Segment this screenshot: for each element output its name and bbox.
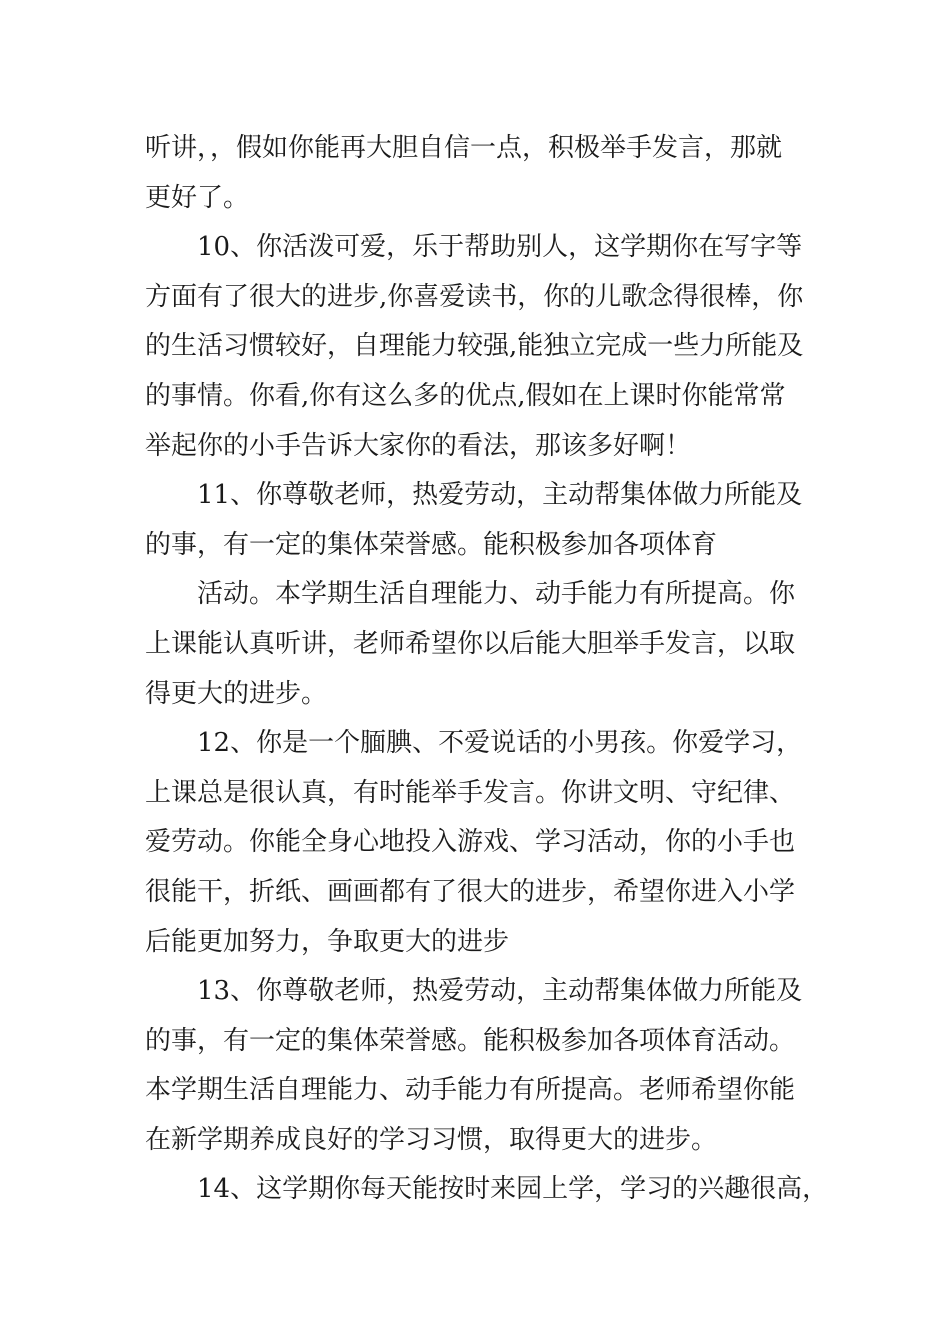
text-line: 得更大的进步。 (145, 678, 328, 709)
text-line: 的事，有一定的集体荣誉感。能积极参加各项体育活动。 (145, 1025, 796, 1056)
text-line: 12、你是一个腼腆、不爱说话的小男孩。你爱学习， (197, 728, 803, 759)
text-line: 的生活习惯较好，自理能力较强,能独立完成一些力所能及 (145, 331, 804, 362)
text-line: 的事情。你看,你有这么多的优点,假如在上课时你能常常 (145, 380, 786, 411)
text-line: 10、你活泼可爱，乐于帮助别人，这学期你在写字等 (197, 232, 803, 263)
text-line: 13、你尊敬老师，热爱劳动，主动帮集体做力所能及 (197, 976, 803, 1007)
text-line: 上课总是很认真，有时能举手发言。你讲文明、守纪律、 (145, 777, 796, 808)
text-line: 活动。本学期生活自理能力、动手能力有所提高。你 (197, 579, 796, 610)
text-line: 听讲，，假如你能再大胆自信一点，积极举手发言，那就 (145, 133, 783, 163)
text-line: 的事，有一定的集体荣誉感。能积极参加各项体育 (145, 529, 718, 560)
text-line: 更好了。 (145, 182, 250, 213)
text-line: 14、这学期你每天能按时来园上学，学习的兴趣很高， (197, 1174, 829, 1205)
text-line: 举起你的小手告诉大家你的看法，那该多好啊！ (145, 430, 692, 461)
text-line: 爱劳动。你能全身心地投入游戏、学习活动，你的小手也 (145, 827, 796, 858)
text-line: 11、你尊敬老师，热爱劳动，主动帮集体做力所能及 (197, 480, 803, 511)
text-line: 上课能认真听讲，老师希望你以后能大胆举手发言，以取 (145, 628, 796, 659)
text-line: 本学期生活自理能力、动手能力有所提高。老师希望你能 (145, 1075, 796, 1106)
text-line: 很能干，折纸、画画都有了很大的进步，希望你进入小学 (145, 876, 796, 907)
text-line: 后能更加努力，争取更大的进步 (145, 926, 510, 957)
document-body (145, 124, 829, 1215)
text-line: 方面有了很大的进步,你喜爱读书，你的儿歌念得很棒，你 (145, 281, 804, 312)
text-line: 在新学期养成良好的学习习惯，取得更大的进步。 (145, 1124, 718, 1155)
